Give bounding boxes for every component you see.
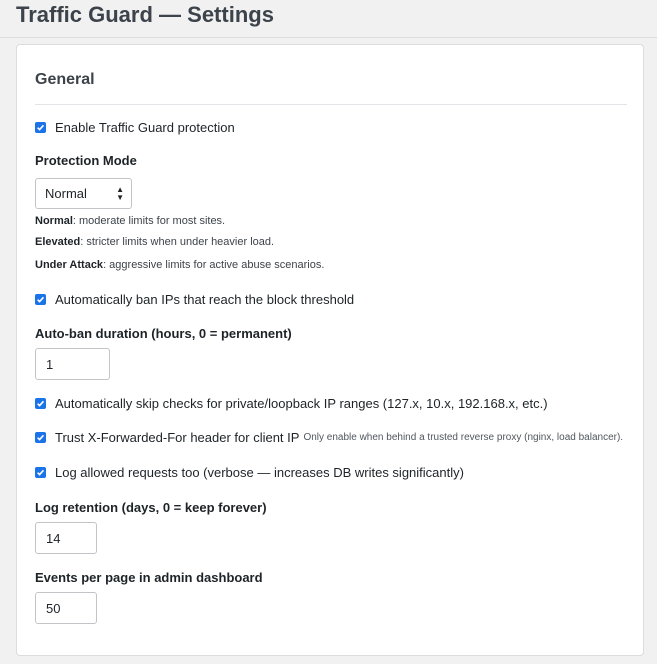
skip-private-checkbox[interactable] (35, 398, 46, 409)
protection-mode-select[interactable] (35, 178, 132, 209)
enable-protection-checkbox[interactable] (35, 122, 46, 133)
trust-xff-help: Only enable when behind a trusted reverse proxy (nginx, load balancer). (303, 432, 624, 443)
log-retention-input[interactable] (35, 522, 97, 554)
auto-ban-option[interactable] (35, 292, 354, 307)
mode-text: : moderate limits for most sites. (72, 215, 226, 227)
check-icon (36, 399, 45, 408)
events-per-page-input[interactable] (35, 592, 97, 624)
skip-private-option[interactable] (35, 396, 548, 411)
enable-protection-option[interactable] (35, 120, 235, 135)
section-divider (35, 104, 627, 105)
auto-ban-duration-value: 1 (46, 356, 54, 372)
mode-term: Elevated (35, 236, 81, 248)
mode-text: : stricter limits when under heavier load. (80, 236, 275, 248)
section-title-general: General (35, 71, 95, 88)
mode-description-normal (35, 215, 225, 227)
mode-description-under-attack (35, 259, 324, 271)
log-allowed-option[interactable] (35, 465, 464, 480)
mode-term: Normal (35, 215, 73, 227)
check-icon (36, 433, 45, 442)
settings-panel (16, 44, 644, 656)
check-icon (36, 468, 45, 477)
skip-private-label: Automatically skip checks for private/loopback IP ranges (127.x, 10.x, 192.168.x, etc.) (55, 396, 548, 411)
enable-protection-label: Enable Traffic Guard protection (55, 120, 235, 135)
mode-text: : aggressive limits for active abuse scenarios. (103, 259, 325, 271)
mode-term: Under Attack (35, 259, 104, 271)
log-retention-label: Log retention (days, 0 = keep forever) (35, 500, 267, 515)
trust-xff-checkbox[interactable] (35, 432, 46, 443)
page-title: Traffic Guard — Settings (16, 2, 274, 27)
check-icon (36, 123, 45, 132)
trust-xff-option[interactable] (35, 430, 623, 445)
protection-mode-value: Normal (45, 186, 87, 201)
auto-ban-duration-label: Auto-ban duration (hours, 0 = permanent) (35, 326, 292, 341)
log-allowed-label: Log allowed requests too (verbose — increases DB writes significantly) (55, 465, 464, 480)
auto-ban-checkbox[interactable] (35, 294, 46, 305)
log-allowed-checkbox[interactable] (35, 467, 46, 478)
auto-ban-label: Automatically ban IPs that reach the block threshold (55, 292, 355, 307)
protection-mode-label: Protection Mode (35, 153, 137, 168)
events-per-page-value: 50 (46, 600, 61, 616)
events-per-page-label: Events per page in admin dashboard (35, 570, 263, 585)
title-divider (0, 37, 657, 38)
check-icon (36, 295, 45, 304)
auto-ban-duration-input[interactable] (35, 348, 110, 380)
trust-xff-label: Trust X-Forwarded-For header for client IP (55, 430, 300, 445)
mode-description-elevated (35, 236, 274, 248)
log-retention-value: 14 (46, 530, 61, 546)
select-arrows-icon: ▲ ▼ (116, 185, 124, 202)
